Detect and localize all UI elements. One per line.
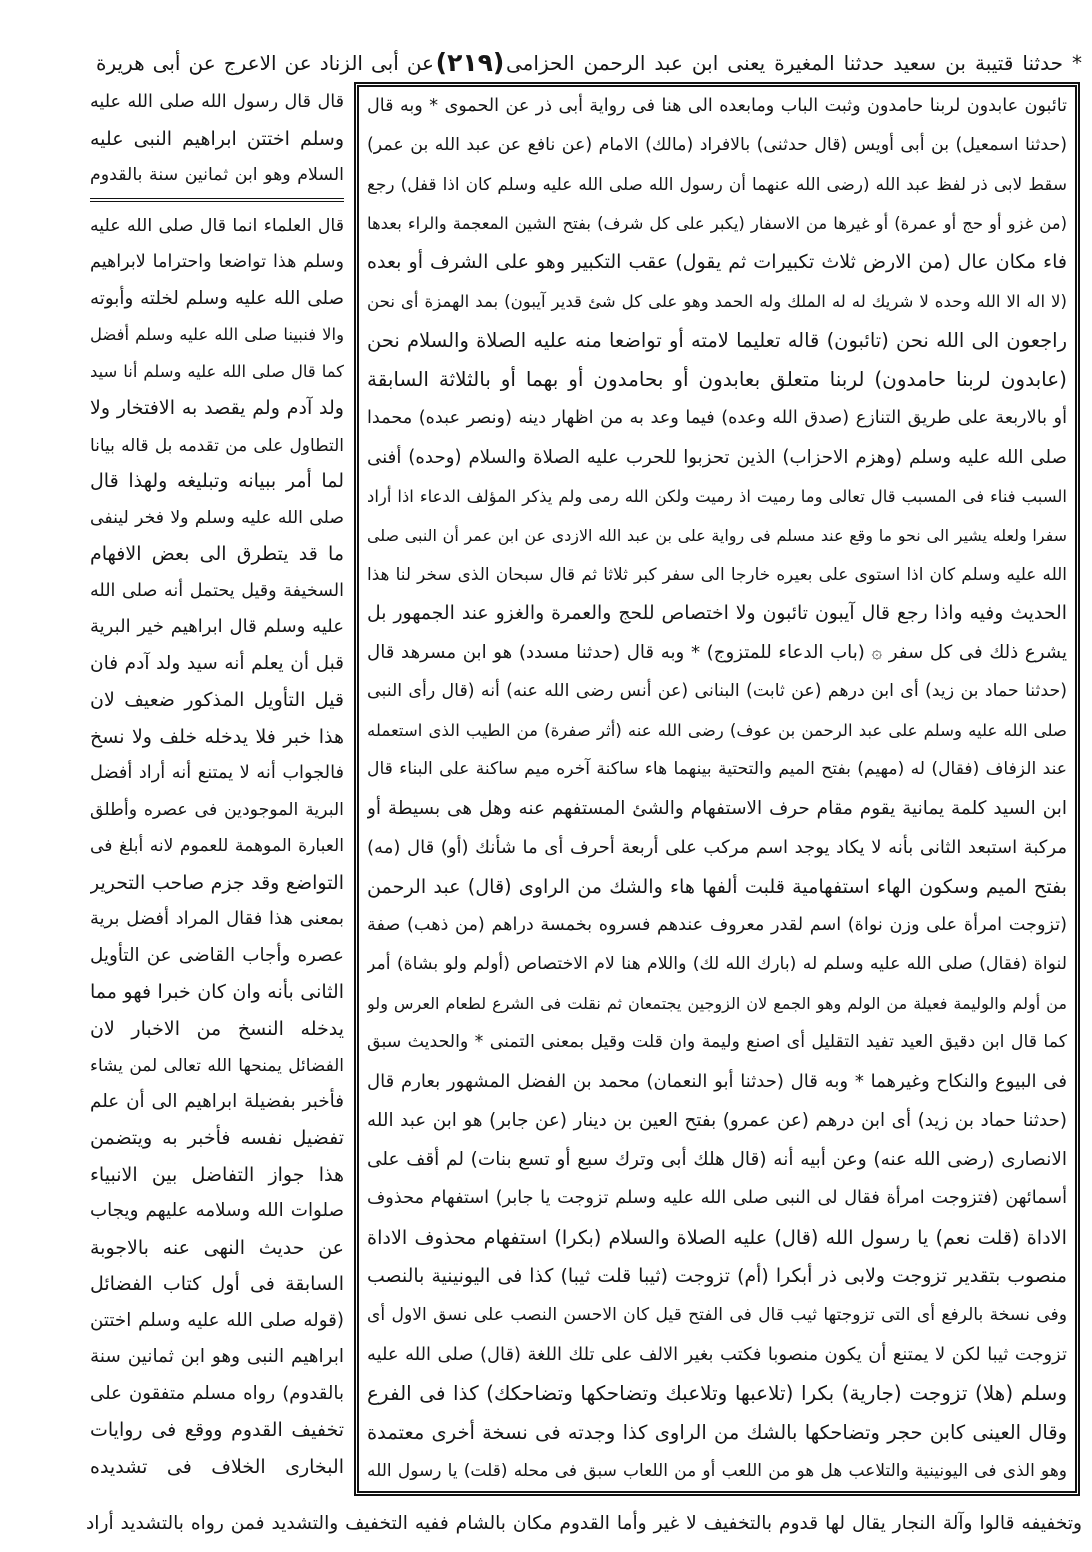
main-line — [367, 477, 1067, 516]
main-line-text: الله عليه وسلم كان اذا استوى على بعيره خارجا الى سفر كبر ثلاثا ثم قال سبحان الذى سخر لنا هذا — [367, 564, 1067, 584]
main-line-text: فى البيوع والنكاح وغيرهما * وبه قال (حدثنا أبو النعمان) محمد بن الفضل المشهور بعارم قال — [367, 1071, 1067, 1092]
main-line-text: ابن السيد كلمة يمانية يقوم مقام حرف الاستفهام والشئ المستفهم عنه وهل هى بسيطة أو — [367, 798, 1067, 819]
margin-commentary — [90, 84, 344, 1494]
main-line-text: السبب فناء فى المسبب قال تعالى وما رميت اذ رميت ولكن الله رمى ولم يذكر المؤلف الدعاء اذا أراد — [367, 487, 1067, 506]
margin-line-text: والا فنبينا صلى الله عليه وسلم أفضل — [90, 325, 344, 344]
main-line-text: (عابدون لربنا حامدون) لربنا متعلق بعابدون أو بحامدون أو بهما أو بالثلاثة السابقة — [367, 367, 1067, 391]
margin-line-text: فأخبر بفضيلة ابراهيم الى أن علم — [90, 1090, 344, 1112]
margin-line — [90, 974, 344, 1011]
main-line-text: تزوجت ثيبا لكن لا يمتنع أن يكون منصوبا فكتب بغير الالف على تلك اللغة (قال) صلى الله عليه — [367, 1344, 1067, 1365]
main-line — [367, 672, 1067, 711]
main-line — [367, 711, 1067, 750]
footer-line-text: وتخفيفه قالوا وآلة النجار يقال لها قدوم بالتخفيف لا غير وأما القدوم مكان بالشام ففيه التخفيف والتشديد فمن رواه بالتشديد أراد — [86, 1513, 1082, 1534]
main-line-text: (حدثنا اسمعيل) بن أبى أويس (قال حدثنى) بالافراد (مالك) الامام (عن نافع عن عبد الله بن عمر) — [367, 135, 1067, 155]
main-line — [367, 945, 1067, 984]
margin-line — [90, 1120, 344, 1157]
margin-line-text: صلوات الله وسلامه عليهم ويجاب — [90, 1200, 344, 1221]
margin-line — [90, 244, 344, 281]
margin-line-text: لما أمر ببيانه وتبليغه ولهذا قال — [90, 470, 344, 492]
main-line — [367, 867, 1067, 906]
main-line-text: وقال العينى كابن حجر وتضاحكها بالشك من الراوى كذا وجدته فى نسخة أخرى معتمدة — [367, 1421, 1067, 1444]
main-line-text: صلى الله عليه وسلم على عبد الرحمن بن عوف) رضى الله عنه (أثر صفرة) من الطيب الذى استعمله — [367, 721, 1067, 740]
main-line — [367, 1335, 1067, 1374]
main-line — [367, 399, 1067, 438]
main-line — [367, 165, 1067, 204]
margin-line-text: التواضع وقد جزم صاحب التحرير — [90, 871, 344, 894]
main-line-text: عند الزفاف (فقال) له (مهيم) بفتح الميم والتحتية بينهما هاء ساكنة آخره ميم ساكنة على البناء قال — [367, 759, 1067, 779]
main-line-text: (حدثنا حماد بن زيد) أى ابن درهم (عن ثابت) البنانى (عن أنس رضى الله عنه) أنه (قال رأى النبى — [367, 681, 1067, 701]
main-line — [367, 633, 1067, 672]
margin-line — [90, 1266, 344, 1303]
margin-line — [90, 1011, 344, 1048]
main-line-text: تائبون عابدون لربنا حامدون وثبت الباب ومابعده الى هنا فى رواية أبى ذر عن الحموى * وبه قال — [367, 96, 1067, 116]
main-line-text: أو بالاربعة على طريق التنازع (صدق الله وعده) فيما وعد به من اظهار دينه (ونصر عبده) محمدا — [367, 408, 1067, 428]
margin-top-line — [90, 121, 344, 158]
main-line — [367, 1218, 1067, 1257]
main-line — [367, 1140, 1067, 1179]
main-text-frame — [354, 82, 1080, 1496]
main-line-text: صلى الله عليه وسلم (وهزم الاحزاب) الذين تحزبوا للحرب عليه الصلاة والسلام (وحده) أفنى — [367, 447, 1067, 468]
main-line — [367, 360, 1067, 399]
margin-line-text: وسلم هذا تواضعا واحتراما لابراهيم — [90, 252, 344, 272]
main-line — [367, 1413, 1067, 1452]
main-line-text: (من غزو أو حج أو عمرة) أو غيرها من الاسفار (يكبر على كل شرف) بفتح الشين المعجمة والراء بعدها — [367, 214, 1067, 233]
margin-line — [90, 1449, 344, 1486]
main-line — [367, 516, 1067, 555]
margin-line-text: صلى الله عليه وسلم ولا فخر لينفى — [90, 507, 344, 528]
main-line-text: كما قال ابن دقيق العيد تفيد التقليل أى اصنع وليمة وان قلت وقيل بمعنى التمنى * والحديث سبق — [367, 1032, 1067, 1052]
footer-continuation — [86, 1506, 1082, 1542]
margin-line — [90, 1230, 344, 1267]
main-line-text: سفرا ولعله يشير الى نحو ما وقع عند مسلم فى رواية على بن عبد الله الازدى عن ابن عمر أن النبى صلى — [367, 526, 1067, 545]
main-line — [367, 282, 1067, 321]
main-line — [367, 87, 1067, 126]
margin-top-line-text: السلام وهو ابن ثمانين سنة بالقدوم — [90, 165, 344, 185]
main-line — [367, 1062, 1067, 1101]
margin-line — [90, 1193, 344, 1230]
margin-line — [90, 1303, 344, 1340]
main-line — [367, 243, 1067, 282]
main-line — [367, 204, 1067, 243]
main-line — [367, 321, 1067, 360]
margin-line-text: تخفيف القدوم ووقع فى روايات — [90, 1419, 344, 1441]
main-line-text: لنواة (فقال) صلى الله عليه وسلم له (بارك الله لك) واللام هنا لام الاختصاص (أولم ولو بشاة) أمر — [367, 954, 1067, 974]
margin-line-text: فالجواب أنه لا يمتنع أنه أراد أفضل — [90, 762, 344, 783]
main-line-text: مركبة استبعد الثانى بأنه لا يكاد يوجد اسم مركب على أربعة أحرف أى ما شأنك (أو) قال (مه) — [367, 837, 1067, 858]
margin-line — [90, 938, 344, 975]
footer-line — [86, 1506, 1082, 1542]
main-line-text: وفى نسخة بالرفع أى التى تزوجتها ثيب قال فى الفتح قيل كان الاحسن النصب على نسق الاول أى — [367, 1305, 1067, 1325]
margin-line — [90, 901, 344, 938]
margin-line — [90, 208, 344, 245]
margin-line-text: قيل التأويل المذكور ضعيف لان — [90, 689, 344, 711]
main-line-text: منصوب بتقدير تزوجت ولابى ذر أبكرا (أم) تزوجت (ثيبا قلت ثيبا) كذا فى اليونينية بالنصب — [367, 1265, 1067, 1287]
margin-line-text: الفضائل يمنحها الله تعالى لمن يشاء — [90, 1055, 344, 1075]
margin-line-text: يدخله النسخ من الاخبار لان — [90, 1017, 344, 1040]
margin-line-text: السابقة فى أول كتاب الفضائل — [90, 1273, 344, 1295]
margin-line-text: البرية الموجودين فى عصره وأطلق — [90, 799, 344, 820]
header-text-end — [96, 46, 434, 80]
main-line — [367, 1101, 1067, 1140]
margin-line-text: السخيفة وقيل يحتمل أنه صلى الله — [90, 580, 344, 601]
margin-line — [90, 682, 344, 719]
margin-line-text: هذا جواز التفاضل بين الانبياء — [90, 1163, 344, 1186]
margin-top-line — [90, 157, 344, 194]
main-line — [367, 906, 1067, 945]
main-line — [367, 1374, 1067, 1413]
margin-line — [90, 536, 344, 573]
margin-line — [90, 1376, 344, 1413]
margin-line-text: بالقدوم) رواه مسلم متفقون على — [90, 1382, 344, 1404]
margin-line — [90, 1339, 344, 1376]
main-line-text: (لا اله الا الله وحده لا شريك له له الملك وله الحمد وهو على كل شئ قدير آيبون) بمد الهمزة أى نحن — [367, 292, 1067, 311]
margin-line — [90, 1084, 344, 1121]
margin-line-text: عليه وسلم قال ابراهيم خير البرية — [90, 616, 344, 637]
main-line-text: راجعون الى الله نحن (تائبون) قاله تعليما لامته أو تواضعا منه عليه الصلاة والسلام نحن — [367, 329, 1067, 352]
margin-line — [90, 646, 344, 683]
margin-line-text: ابراهيم النبى وهو ابن ثمانين سنة — [90, 1346, 344, 1367]
main-line-text: (تزوجت امرأة على وزن نواة) اسم لقدر معروف عندهم فسروه بخمسة دراهم (من ذهب) صفة — [367, 915, 1067, 935]
margin-separator-rule — [90, 198, 344, 202]
margin-line-text: (قوله صلى الله عليه وسلم اختتن — [90, 1309, 344, 1331]
margin-line — [90, 1157, 344, 1194]
main-line-text: من أولم والوليمة فعيلة من الولم وهو الجمع لان الزوجين يجتمعان ثم نقلت فى الشرع لطعام العرس ولو — [367, 994, 1067, 1013]
margin-line — [90, 1047, 344, 1084]
margin-line-text: ما قد يتطرق الى بعض الافهام — [90, 543, 344, 565]
main-line-text: فاء مكان عال (من الارض ثلاث تكبيرات ثم يقول) عقب التكبير وهو على الشرف أو بعده — [367, 251, 1067, 273]
margin-line — [90, 719, 344, 756]
margin-line-text: بمعنى هذا فقال المراد أفضل برية — [90, 908, 344, 929]
main-line-text: بفتح الميم وسكون الهاء استفهامية قلبت ألفها هاء والشك من الراوى (قال) عبد الرحمن — [367, 875, 1067, 898]
margin-top-line-text: وسلم اختتن ابراهيم النبى عليه — [90, 127, 344, 150]
margin-line — [90, 390, 344, 427]
margin-line-text: صلى الله عليه وسلم لخلته وأبوته — [90, 287, 344, 309]
margin-line — [90, 427, 344, 464]
main-line-text: وهو الذى فى اليونينية والتلاعب هل هو من اللعب أو من اللعاب سبق فى محله (قلت) يا رسول الله — [367, 1461, 1067, 1481]
main-line-text: أسمائهن (فتزوجت امرأة فقال لى النبى صلى الله عليه وسلم تزوجت يا جابر) استفهام محذوف — [367, 1188, 1067, 1208]
margin-line-text: العبارة الموهمة للعموم لانه أبلغ فى — [90, 836, 344, 856]
margin-line-text: تفضيل نفسه فأخبر به ويتضمن — [90, 1127, 344, 1149]
margin-line — [90, 463, 344, 500]
main-line-text: يشرع ذلك فى كل سفر ۞ (باب الدعاء للمتزوج) * وبه قال (حدثنا مسدد) هو ابن مسرهد قال — [367, 642, 1067, 663]
margin-line-text: قال العلماء انما قال صلى الله عليه — [90, 215, 344, 236]
margin-line-text: قبل أن يعلم أنه سيد ولد آدم فان — [90, 652, 344, 674]
margin-line-text: عصره وأجاب القاضى عن التأويل — [90, 944, 344, 966]
main-line — [367, 1452, 1067, 1491]
margin-line-text: الثانى بأنه وان كان خبرا فهو مما — [90, 981, 344, 1003]
margin-line-text: التطاول على من تقدمه بل قاله بيانا — [90, 434, 344, 455]
margin-line-text: عن حديث النهى عنه بالاجوبة — [90, 1236, 344, 1259]
margin-line-text: كما قال صلى الله عليه وسلم أنا سيد — [90, 361, 344, 381]
main-line — [367, 1257, 1067, 1296]
running-header — [92, 46, 1082, 80]
main-line — [367, 789, 1067, 828]
main-line — [367, 555, 1067, 594]
margin-line — [90, 317, 344, 354]
margin-line-text: البخارى الخلاف فى تشديده — [90, 1455, 344, 1478]
margin-line — [90, 828, 344, 865]
margin-line-text: ولد آدم ولم يقصد به الافتخار ولا — [90, 397, 344, 419]
main-line-text: الحديث وفيه واذا رجع قال آيبون تائبون ولا اختصاص للحج والعمرة والغزو عند الجمهور بل — [367, 603, 1067, 624]
main-line — [367, 1179, 1067, 1218]
main-line-text: الاداة (قلت نعم) يا رسول الله (قال) عليه الصلاة والسلام (بكرا) استفهام محذوف الاداة — [367, 1226, 1067, 1249]
margin-line — [90, 755, 344, 792]
main-line — [367, 828, 1067, 867]
margin-line-text: هذا خبر فلا يدخله خلف ولا نسخ — [90, 725, 344, 748]
main-line — [367, 594, 1067, 633]
main-line — [367, 126, 1067, 165]
page-number: (٢١٩) — [435, 48, 505, 77]
main-line — [367, 984, 1067, 1023]
header-text-start-span: * حدثنا قتيبة بن سعيد حدثنا المغيرة يعنى ابن عبد الرحمن الحزامى — [506, 51, 1082, 75]
margin-line — [90, 281, 344, 318]
margin-line — [90, 354, 344, 391]
margin-top-line — [90, 84, 344, 121]
main-line — [367, 750, 1067, 789]
main-line — [367, 1023, 1067, 1062]
margin-line — [90, 792, 344, 829]
header-text-start — [506, 46, 1082, 80]
margin-line — [90, 1412, 344, 1449]
main-line-text: الانصارى (رضى الله عنه) وعن أبيه أنه (قال هلك أبى وترك سبع أو تسع بنات) لم أقف على — [367, 1149, 1067, 1170]
margin-line — [90, 865, 344, 902]
margin-line — [90, 609, 344, 646]
margin-line — [90, 573, 344, 610]
main-line-text: سقط لابى ذر لفظ عبد الله (رضى الله عنهما أن رسول الله صلى الله عليه وسلم كان اذا قفل) رجع — [367, 174, 1067, 194]
main-line — [367, 1296, 1067, 1335]
main-line-text: (حدثنا حماد بن زيد) أى ابن درهم (عن عمرو) بفتح العين بن دينار (عن جابر) هو ابن عبد الله — [367, 1110, 1067, 1131]
main-line-text: وسلم (هلا) تزوجت (جارية) بكرا (تلاعبها وتلاعبك وتضاحكها وتضاحكك) كذا فى الفرع — [367, 1381, 1067, 1405]
margin-line — [90, 500, 344, 537]
main-line — [367, 438, 1067, 477]
margin-top-line-text: قال قال رسول الله صلى الله عليه — [90, 92, 344, 112]
header-text-end-span: عن أبى الزناد عن الاعرج عن أبى هريرة — [96, 51, 434, 75]
